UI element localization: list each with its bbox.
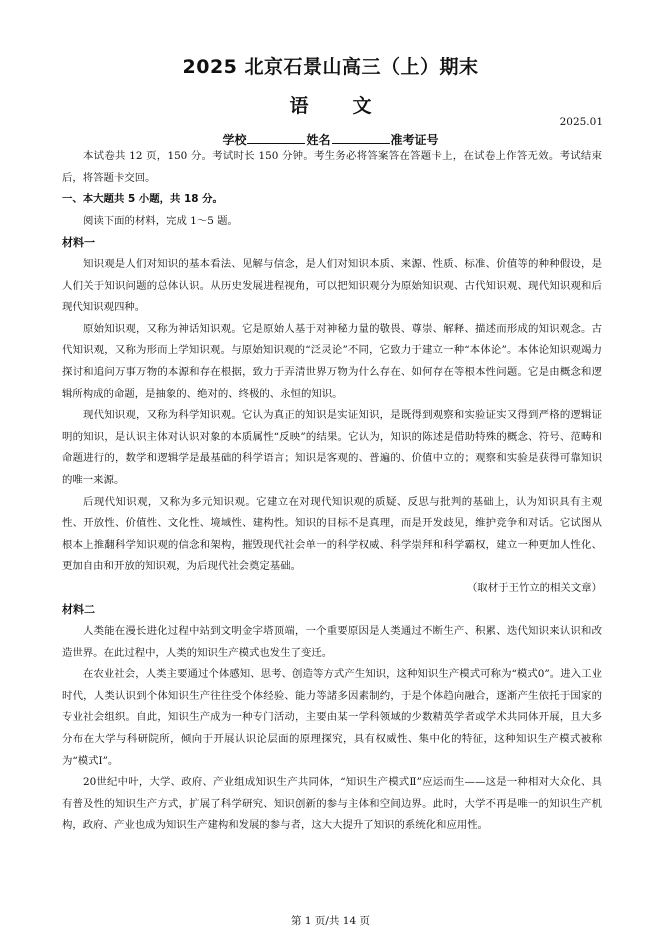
- school-label: 学校: [222, 133, 247, 147]
- material-1-paragraph: 知识观是人们对知识的基本看法、见解与信念，是人们对知识本质、来源、性质、标准、价值等的种种假设，是人们关于知识问题的总体认识。从历史发展进程视角，可以把知识观分为原始知识观、古代知识观、现代知识观和后现代知识观四种。: [62, 257, 602, 314]
- section-prompt: 阅读下面的材料，完成 1～5 题。: [83, 214, 238, 227]
- instructions: 本试卷共 12 页，150 分。考试时长 150 分钟。考生务必将答案答在答题卡上，在试卷上作答无效。考试结束后，将答题卡交回。: [62, 150, 602, 184]
- material-1-paragraph: 原始知识观，又称为神话知识观。它是原始人基于对神秘力量的敬畏、尊崇、解释、描述而形成的知识观念。古代知识观，又称为形而上学知识观。与原始知识观的“泛灵论”不同，它致力于建立一种“本体论”。本体论知识观竭力探讨和追问万事万物的本源和存在根据，致力于弄清世界万物为什么存在、如何存在等根本性问题。它是由概念和逻辑所构成的命题，是抽象的、绝对的、终极的、永恒的知识。: [62, 322, 602, 400]
- page-title: 2025 北京石景山高三（上）期末: [182, 56, 479, 78]
- material-1-paragraph: 后现代知识观，又称为多元知识观。它建立在对现代知识观的质疑、反思与批判的基础上，认为知识具有主观性、开放性、价值性、文化性、境域性、建构性。知识的目标不是真理，而是开发歧见，维护竞争和对话。它试图从根本上推翻科学知识观的信念和架构，摧毁现代社会单一的科学权威、科学崇拜和科学霸权，建立一种更加人性化、更加自由和开放的知识观，为后现代社会奠定基础。: [62, 495, 602, 573]
- material-2-title: 材料二: [62, 603, 95, 617]
- material-1-source: （取材于王竹立的相关文章）: [466, 581, 602, 594]
- school-blank: [247, 132, 305, 144]
- material-1-paragraph: 现代知识观，又称为科学知识观。它认为真正的知识是实证知识，是既得到观察和实验证实又得到严格的逻辑证明的知识，是认识主体对认识对象的本质属性“反映”的结果。它认为，知识的陈述是借助特殊的概念、符号、范畴和命题进行的，数学和逻辑学是最基础的科学语言；知识是客观的、普遍的、价值中立的；观察和实验是获得可靠知识的唯一来源。: [62, 409, 602, 486]
- exam-date: 2025.01: [559, 116, 603, 128]
- material-2-paragraph: 20世纪中叶，大学、政府、产业组成知识生产共同体，“知识生产模式Ⅱ”应运而生——这是一种相对大众化、具有普及性的知识生产方式，扩展了科学研究、知识创新的参与主体和空间边界。此时，大学不再是唯一的知识生产机构，政府、产业也成为知识生产建构和发展的参与者，这大大提升了知识的系统化和应用性。: [62, 776, 602, 832]
- page-footer: 第 1 页/共 14 页: [291, 915, 370, 927]
- exam-content: [62, 146, 602, 837]
- subject-title: 语文: [289, 95, 416, 117]
- material-2-paragraph: 在农业社会，人类主要通过个体感知、思考、创造等方式产生知识，这种知识生产模式可称为“模式0”。进入工业时代，人类认识到个体知识生产往往受个体经验、能力等諸多因素制约，于是个体趋向融合，逐渐产生依托于国家的专业社会组织。自此，知识生产成为一种专门活动，主要由某一学科领域的少数精英学者或学术共同体开展，且大多分布在大学与科研院所，倾向于开展认识论层面的原理探究，具有权威性、集中化的特征，这种知识生产模式被称为“模式Ⅰ”。: [62, 668, 602, 767]
- section-heading: 一、本大题共 5 小题，共 18 分。: [62, 193, 223, 206]
- name-label: 姓名: [306, 133, 331, 147]
- name-blank: [332, 132, 390, 144]
- material-1-title: 材料一: [62, 236, 95, 250]
- material-2-paragraph: 人类能在漫长进化过程中站到文明金字塔顶端，一个重要原因是人类通过不断生产、积累、迭代知识来认识和改造世界。在此过程中，人类的知识生产模式也发生了变迁。: [62, 625, 602, 659]
- exam-no-label: 准考证号: [390, 133, 439, 147]
